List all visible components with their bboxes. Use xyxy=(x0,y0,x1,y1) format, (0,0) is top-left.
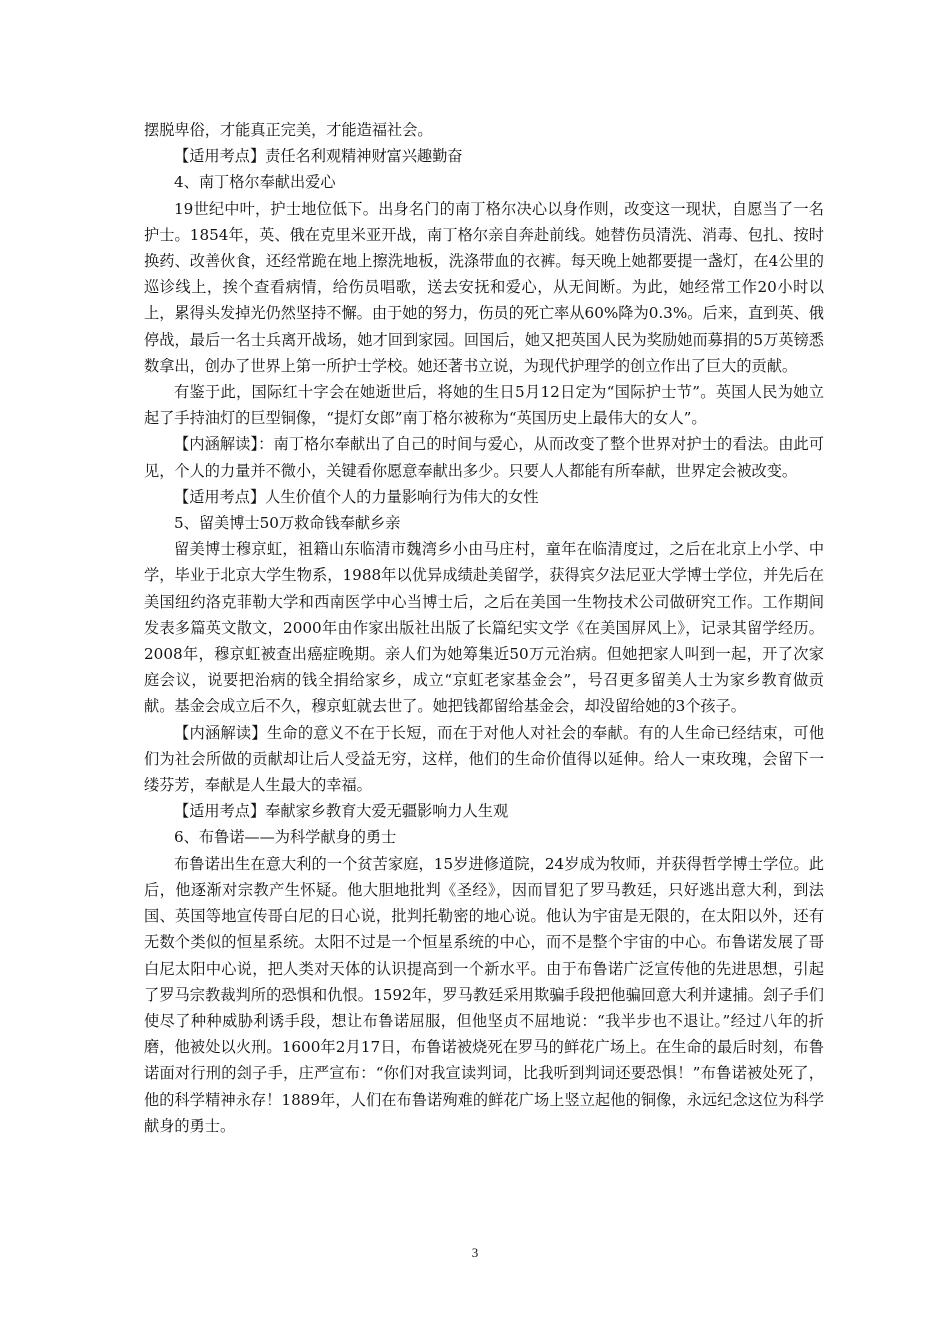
paragraph-nightingale-story: 19世纪中叶，护士地位低下。出身名门的南丁格尔决心以身作则，改变这一现状，自愿当了一名护士。1854年，英、俄在克里米亚开战，南丁格尔亲自奔赴前线。她替伤员清洗、消毒、包扎、按时换药、改善伙食，还经常跪在地上擦洗地板，洗涤带血的衣裤。每天晚上她都要提一盏灯，在4公里的巡诊线上，挨个查看病情，给伤员唱歌，送去安抚和爱心，从无间断。为此，她经常工作20小时以上，累得头发掉光仍然坚持不懈。由于她的努力，伤员的死亡率从60%降为0.3%。后来，直到英、俄停战，最后一名士兵离开战场，她才回到家园。回国后，她又把英国人民为奖励她而募捐的5万英镑悉数拿出，创办了世界上第一所护士学校。她还著书立说，为现代护理学的创立作出了巨大的贡献。 xyxy=(144,199,824,375)
section-heading-6: 6、布鲁诺——为科学献身的勇士 xyxy=(174,828,397,847)
paragraph-mu-jinghong-story: 留美博士穆京虹，祖籍山东临清市魏湾乡小由马庄村，童年在临清度过，之后在北京上小学、中学，毕业于北京大学生物系，1988年以优异成绩赴美留学，获得宾夕法尼亚大学博士学位，并先后在美国纽约洛克菲勒大学和西南医学中心当博士后，之后在美国一生物技术公司做研究工作。工作期间发表多篇英文散文，2000年由作家出版社出版了长篇纪实文学《在美国屏风上》，记录其留学经历。2008年，穆京虹被查出癌症晚期。亲人们为她筹集近50万元治病。但她把家人叫到一起，开了次家庭会议，说要把治病的钱全捐给家乡，成立“京虹老家基金会”，号召更多留美人士为家乡教育做贡献。基金会成立后不久，穆京虹就去世了。她把钱都留给基金会，却没留给她的3个孩子。 xyxy=(144,540,824,716)
paragraph-nightingale-legacy: 有鉴于此，国际红十字会在她逝世后，将她的生日5月12日定为“国际护士节”。英国人民为她立起了手持油灯的巨型铜像，“提灯女郎”南丁格尔被称为“英国历史上最伟大的女人”。 xyxy=(144,383,824,428)
interpretation-mu-jinghong: 【内涵解读】生命的意义不在于长短，而在于对他人对社会的奉献。有的人生命已经结束，可他们为社会所做的贡献却让后人受益无穷，这样，他们的生命价值得以延伸。给人一束玫瑰，会留下一缕芬芳，奉献是人生最大的幸福。 xyxy=(144,723,824,795)
paragraph-intro-tail: 摆脱卑俗，才能真正完美，才能造福社会。 xyxy=(144,121,433,139)
section-heading-4: 4、南丁格尔奉献出爱心 xyxy=(174,173,336,192)
applicable-points-2: 【适用考点】人生价值个人的力量影响行为伟大的女性 xyxy=(174,487,539,506)
interpretation-nightingale: 【内涵解读】：南丁格尔奉献出了自己的时间与爱心，从而改变了整个世界对护士的看法。由此可见，个人的力量并不微小，关键看你愿意奉献出多少。只要人人都能有所奉献，世界定会被改变。 xyxy=(144,435,824,480)
applicable-points-3: 【适用考点】奉献家乡教育大爱无疆影响力人生观 xyxy=(174,802,509,821)
applicable-points-1: 【适用考点】责任名利观精神财富兴趣勤奋 xyxy=(174,147,463,166)
paragraph-bruno-story: 布鲁诺出生在意大利的一个贫苦家庭，15岁进修道院，24岁成为牧师，并获得哲学博士学位。此后，他逐渐对宗教产生怀疑。他大胆地批判《圣经》，因而冒犯了罗马教廷，只好逃出意大利，到法国、英国等地宣传哥白尼的日心说，批判托勒密的地心说。他认为宇宙是无限的，在太阳以外，还有无数个类似的恒星系统。太阳不过是一个恒星系统的中心，而不是整个宇宙的中心。布鲁诺发展了哥白尼太阳中心说，把人类对天体的认识提高到一个新水平。由于布鲁诺广泛宣传他的先进思想，引起了罗马宗教裁判所的恐惧和仇恨。1592年，罗马教廷采用欺骗手段把他骗回意大利并逮捕。刽子手们使尽了种种威胁利诱手段，想让布鲁诺屈服，但他坚贞不屈地说：“我半步也不退让。”经过八年的折磨，他被处以火刑。1600年2月17日，布鲁诺被烧死在罗马的鲜花广场上。在生命的最后时刻，布鲁诺面对行刑的刽子手，庄严宣布：“你们对我宣读判词，比我听到判词还要恐惧！”布鲁诺被处死了，他的科学精神永存！1889年，人们在布鲁诺殉难的鲜花广场上竖立起他的铜像，永远纪念这位为科学献身的勇士。 xyxy=(144,854,824,1135)
page-number: 3 xyxy=(471,1245,479,1260)
page-body xyxy=(144,117,824,1139)
section-heading-5: 5、留美博士50万救命钱奉献乡亲 xyxy=(174,514,401,533)
